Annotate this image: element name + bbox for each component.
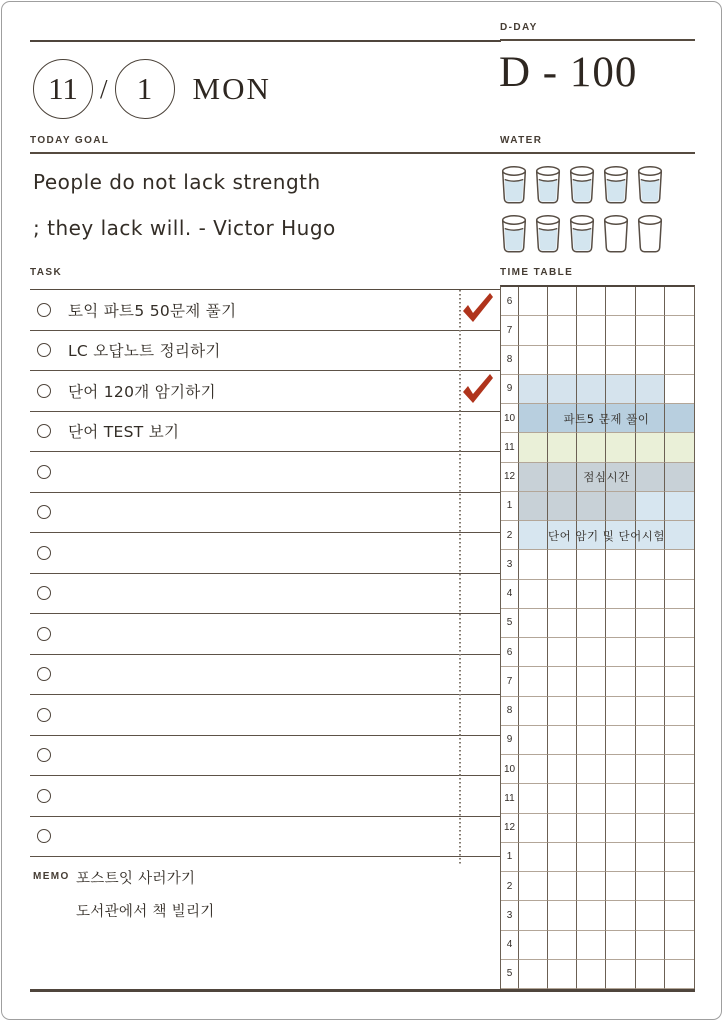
timetable-block-label: 파트5 문제 풀이 [563, 411, 650, 426]
timetable-cell[interactable] [548, 784, 577, 813]
water-tracker [501, 165, 673, 255]
timetable-hour-label: 11 [501, 433, 519, 462]
timetable-cell[interactable] [665, 843, 694, 872]
timetable-cell[interactable] [577, 492, 606, 521]
task-row [30, 817, 501, 858]
timetable-cell[interactable] [519, 609, 548, 638]
task-checkbox-circle[interactable] [37, 546, 51, 560]
goal-line-1: People do not lack strength [33, 170, 321, 194]
timetable-cell[interactable] [665, 901, 694, 930]
task-row [30, 736, 501, 777]
timetable-cell[interactable] [636, 433, 665, 462]
timetable-cell[interactable] [577, 550, 606, 579]
timetable-cell[interactable] [548, 404, 577, 433]
timetable-cell[interactable] [548, 872, 577, 901]
task-row [30, 776, 501, 817]
task-checkbox-circle[interactable] [37, 789, 51, 803]
timetable-cell[interactable] [665, 667, 694, 696]
memo-section-label: MEMO [33, 871, 70, 882]
timetable-hour-label: 6 [501, 638, 519, 667]
timetable-hour-label: 9 [501, 726, 519, 755]
dday-divider [500, 39, 695, 41]
timetable-cell[interactable] [636, 463, 665, 492]
timetable-cell[interactable] [519, 784, 548, 813]
timetable-hour-label: 10 [501, 404, 519, 433]
timetable-cell[interactable] [577, 375, 606, 404]
timetable-grid [500, 285, 695, 989]
footer-divider [30, 989, 695, 992]
timetable-cell[interactable] [665, 463, 694, 492]
timetable-cell[interactable] [636, 784, 665, 813]
today-goal-label: TODAY GOAL [30, 135, 110, 146]
timetable-cell[interactable] [665, 726, 694, 755]
timetable-hour-label: 11 [501, 784, 519, 813]
timetable-cell[interactable] [665, 580, 694, 609]
timetable-cell[interactable] [519, 814, 548, 843]
water-cup-icon[interactable] [637, 214, 663, 255]
timetable-cell[interactable] [636, 492, 665, 521]
timetable-cell[interactable] [665, 931, 694, 960]
timetable-cell[interactable] [577, 521, 606, 550]
dday-value[interactable]: D - 100 [499, 49, 638, 96]
timetable-cell[interactable] [548, 375, 577, 404]
timetable-cell[interactable] [519, 755, 548, 784]
timetable-hour-label: 12 [501, 814, 519, 843]
timetable-hour-label: 8 [501, 346, 519, 375]
timetable-cell[interactable] [636, 316, 665, 345]
timetable-cell[interactable] [665, 346, 694, 375]
water-cup-icon[interactable] [569, 214, 595, 255]
timetable-cell[interactable] [606, 901, 635, 930]
timetable-cell[interactable] [606, 755, 635, 784]
timetable-cell[interactable] [519, 463, 548, 492]
water-cup-icon[interactable] [535, 165, 561, 206]
timetable-cell[interactable] [548, 843, 577, 872]
task-row [30, 655, 501, 696]
task-row [30, 290, 501, 331]
task-row [30, 412, 501, 453]
timetable-cell[interactable] [665, 375, 694, 404]
timetable-cell[interactable] [606, 492, 635, 521]
timetable-section-label: TIME TABLE [500, 267, 574, 278]
timetable-cell[interactable] [606, 316, 635, 345]
timetable-cell[interactable] [665, 521, 694, 550]
timetable-cell[interactable] [577, 755, 606, 784]
checkmark-icon [459, 292, 496, 323]
timetable-cell[interactable] [577, 726, 606, 755]
dday-section-label: D-DAY [500, 22, 538, 33]
task-row [30, 493, 501, 534]
timetable-cell[interactable] [519, 287, 548, 316]
goal-line-2: ; they lack will. - Victor Hugo [33, 216, 336, 240]
timetable-cell[interactable] [665, 492, 694, 521]
timetable-cell[interactable] [636, 375, 665, 404]
task-text: LC 오답노트 정리하기 [68, 342, 221, 361]
timetable-cell[interactable] [606, 287, 635, 316]
task-checkbox-circle[interactable] [37, 465, 51, 479]
water-cup-icon[interactable] [603, 165, 629, 206]
timetable-cell[interactable] [577, 667, 606, 696]
task-checkbox-circle[interactable] [37, 829, 51, 843]
water-cup-icon[interactable] [535, 214, 561, 255]
task-row [30, 371, 501, 412]
timetable-cell[interactable] [665, 638, 694, 667]
timetable-cell[interactable] [665, 814, 694, 843]
timetable-cell[interactable] [636, 346, 665, 375]
water-cup-icon[interactable] [569, 165, 595, 206]
timetable-cell[interactable] [519, 492, 548, 521]
timetable-hour-label: 2 [501, 872, 519, 901]
timetable-cell[interactable] [665, 404, 694, 433]
timetable-cell[interactable] [519, 931, 548, 960]
timetable-cell[interactable] [636, 287, 665, 316]
timetable-cell[interactable] [636, 404, 665, 433]
task-row [30, 574, 501, 615]
timetable-cell[interactable] [548, 667, 577, 696]
timetable-block-label: 단어 암기 및 단어시험 [548, 528, 665, 543]
water-cup-icon[interactable] [603, 214, 629, 255]
header-divider [30, 40, 501, 42]
timetable-cell[interactable] [577, 960, 606, 989]
timetable-cell[interactable] [636, 697, 665, 726]
timetable-cell[interactable] [519, 550, 548, 579]
timetable-cell[interactable] [577, 346, 606, 375]
timetable-cell[interactable] [519, 433, 548, 462]
timetable-cell[interactable] [665, 316, 694, 345]
timetable-cell[interactable] [606, 960, 635, 989]
timetable-cell[interactable] [636, 755, 665, 784]
timetable-hour-label: 4 [501, 580, 519, 609]
task-checkbox-circle[interactable] [37, 505, 51, 519]
timetable-cell[interactable] [606, 609, 635, 638]
task-row [30, 533, 501, 574]
task-checkbox-circle[interactable] [37, 667, 51, 681]
timetable-hour-label: 6 [501, 287, 519, 316]
timetable-cell[interactable] [519, 316, 548, 345]
timetable-cell[interactable] [636, 667, 665, 696]
timetable-cell[interactable] [665, 287, 694, 316]
date-header [33, 59, 271, 119]
timetable-cell[interactable] [577, 463, 606, 492]
timetable-cell[interactable] [519, 580, 548, 609]
timetable-hour-label: 4 [501, 931, 519, 960]
timetable-hour-label: 5 [501, 609, 519, 638]
timetable-cell[interactable] [665, 550, 694, 579]
timetable-cell[interactable] [548, 463, 577, 492]
month-value: 11 [48, 71, 78, 106]
timetable-cell[interactable] [606, 375, 635, 404]
today-goal-divider [30, 152, 501, 154]
task-checkbox-circle[interactable] [37, 627, 51, 641]
timetable-cell[interactable] [606, 843, 635, 872]
timetable-cell[interactable] [636, 609, 665, 638]
timetable-cell[interactable] [606, 814, 635, 843]
timetable-cell[interactable] [577, 784, 606, 813]
timetable-cell[interactable] [548, 609, 577, 638]
timetable-cell[interactable] [577, 638, 606, 667]
timetable-cell[interactable] [606, 931, 635, 960]
task-list [30, 289, 501, 857]
planner-page [1, 1, 722, 1020]
timetable-cell[interactable] [636, 521, 665, 550]
timetable-block-label: 점심시간 [583, 470, 630, 485]
timetable-cell[interactable] [606, 580, 635, 609]
timetable-hour-label: 7 [501, 316, 519, 345]
timetable-cell[interactable] [577, 609, 606, 638]
timetable-cell[interactable] [519, 667, 548, 696]
timetable-cell[interactable] [606, 667, 635, 696]
timetable-cell[interactable] [577, 901, 606, 930]
memo-line-1: 포스트잇 사러가기 [76, 871, 196, 887]
timetable-cell[interactable] [548, 960, 577, 989]
timetable-cell[interactable] [548, 346, 577, 375]
timetable-cell[interactable] [665, 609, 694, 638]
timetable-cell[interactable] [519, 843, 548, 872]
timetable-cell[interactable] [577, 697, 606, 726]
timetable-cell[interactable] [606, 726, 635, 755]
weekday-label: MON [192, 71, 271, 106]
timetable-cell[interactable] [636, 960, 665, 989]
timetable-hour-label: 7 [501, 667, 519, 696]
timetable-hour-label: 10 [501, 755, 519, 784]
timetable-cell[interactable] [665, 872, 694, 901]
task-checkbox-circle[interactable] [37, 303, 51, 317]
timetable-cell[interactable] [548, 638, 577, 667]
task-text: 단어 120개 암기하기 [68, 382, 216, 401]
timetable-cell[interactable] [548, 931, 577, 960]
date-separator: / [100, 73, 108, 104]
water-divider [500, 152, 695, 154]
timetable-cell[interactable] [548, 726, 577, 755]
water-cup-icon[interactable] [501, 214, 527, 255]
timetable-cell[interactable] [636, 580, 665, 609]
timetable-cell[interactable] [577, 872, 606, 901]
task-row [30, 331, 501, 372]
task-checkbox-circle[interactable] [37, 424, 51, 438]
timetable-cell[interactable] [606, 872, 635, 901]
timetable-cell[interactable] [519, 726, 548, 755]
timetable-hour-label: 12 [501, 463, 519, 492]
timetable-cell[interactable] [548, 755, 577, 784]
timetable-cell[interactable] [519, 404, 548, 433]
timetable-cell[interactable] [636, 901, 665, 930]
task-row [30, 695, 501, 736]
timetable-cell[interactable] [577, 316, 606, 345]
timetable-cell[interactable] [665, 433, 694, 462]
task-checkbox-circle[interactable] [37, 586, 51, 600]
memo-line-2: 도서관에서 책 빌리기 [76, 904, 215, 920]
timetable-cell[interactable] [548, 316, 577, 345]
timetable-cell[interactable] [606, 433, 635, 462]
timetable-cell[interactable] [577, 433, 606, 462]
timetable-cell[interactable] [519, 960, 548, 989]
timetable-cell[interactable] [548, 433, 577, 462]
timetable [500, 285, 695, 989]
timetable-cell[interactable] [577, 287, 606, 316]
task-section-label: TASK [30, 267, 63, 278]
checkmark-icon [459, 373, 496, 404]
task-row [30, 614, 501, 655]
timetable-cell[interactable] [548, 521, 577, 550]
timetable-cell[interactable] [606, 463, 635, 492]
timetable-cell[interactable] [665, 960, 694, 989]
timetable-cell[interactable] [665, 784, 694, 813]
timetable-cell[interactable] [548, 697, 577, 726]
water-cup-icon[interactable] [637, 165, 663, 206]
timetable-cell[interactable] [636, 872, 665, 901]
timetable-hour-label: 1 [501, 843, 519, 872]
timetable-cell[interactable] [548, 901, 577, 930]
timetable-cell[interactable] [606, 346, 635, 375]
task-check-column-divider [459, 290, 461, 864]
timetable-cell[interactable] [548, 287, 577, 316]
timetable-cell[interactable] [519, 638, 548, 667]
timetable-cell[interactable] [606, 784, 635, 813]
day-circle[interactable] [115, 59, 175, 119]
timetable-hour-label: 3 [501, 550, 519, 579]
timetable-cell[interactable] [606, 697, 635, 726]
day-value: 1 [136, 71, 153, 106]
timetable-cell[interactable] [577, 814, 606, 843]
timetable-cell[interactable] [665, 755, 694, 784]
timetable-hour-label: 3 [501, 901, 519, 930]
timetable-cell[interactable] [636, 638, 665, 667]
timetable-hour-label: 1 [501, 492, 519, 521]
timetable-cell[interactable] [519, 521, 548, 550]
timetable-cell[interactable] [519, 697, 548, 726]
timetable-cell[interactable] [577, 580, 606, 609]
task-checkbox-circle[interactable] [37, 708, 51, 722]
timetable-cell[interactable] [606, 404, 635, 433]
timetable-cell[interactable] [665, 697, 694, 726]
timetable-cell[interactable] [519, 901, 548, 930]
month-circle[interactable] [33, 59, 93, 119]
task-row [30, 452, 501, 493]
task-checkbox-circle[interactable] [37, 343, 51, 357]
timetable-cell[interactable] [636, 931, 665, 960]
timetable-hour-label: 9 [501, 375, 519, 404]
task-checkbox-circle[interactable] [37, 748, 51, 762]
timetable-cell[interactable] [606, 638, 635, 667]
timetable-hour-label: 5 [501, 960, 519, 989]
timetable-cell[interactable] [606, 521, 635, 550]
timetable-cell[interactable] [606, 550, 635, 579]
water-cup-icon[interactable] [501, 165, 527, 206]
timetable-cell[interactable] [636, 814, 665, 843]
timetable-hour-label: 2 [501, 521, 519, 550]
timetable-cell[interactable] [548, 492, 577, 521]
timetable-cell[interactable] [577, 843, 606, 872]
water-section-label: WATER [500, 135, 543, 146]
timetable-cell[interactable] [636, 726, 665, 755]
timetable-cell[interactable] [577, 931, 606, 960]
timetable-cell[interactable] [636, 550, 665, 579]
timetable-cell[interactable] [519, 346, 548, 375]
timetable-cell[interactable] [548, 814, 577, 843]
timetable-cell[interactable] [519, 872, 548, 901]
timetable-cell[interactable] [548, 550, 577, 579]
timetable-hour-label: 8 [501, 697, 519, 726]
timetable-cell[interactable] [636, 843, 665, 872]
timetable-cell[interactable] [548, 580, 577, 609]
timetable-cell[interactable] [577, 404, 606, 433]
task-text: 토익 파트5 50문제 풀기 [68, 301, 237, 320]
task-text: 단어 TEST 보기 [68, 423, 180, 442]
task-checkbox-circle[interactable] [37, 384, 51, 398]
timetable-cell[interactable] [519, 375, 548, 404]
